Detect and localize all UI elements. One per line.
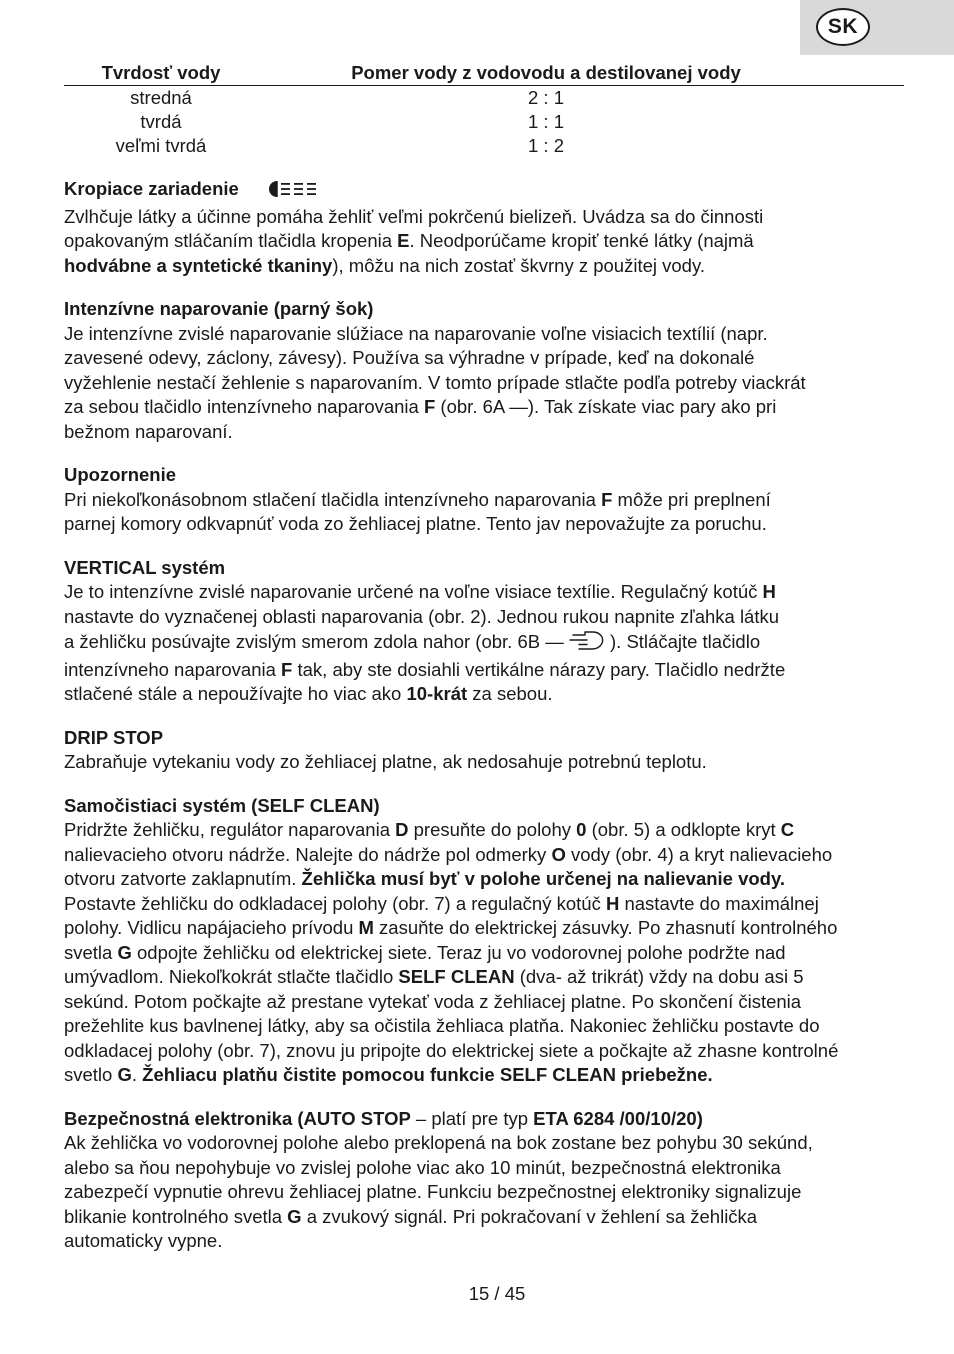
cell-ratio: 1 : 2 [528, 135, 564, 156]
section-drip-stop [64, 726, 909, 775]
header-hardness: Tvrdosť vody [101, 62, 221, 83]
cell-ratio: 2 : 1 [528, 87, 564, 108]
header-ratio: Pomer vody z vodovodu a destilovanej vody [351, 62, 741, 83]
section-title: DRIP STOP [64, 726, 164, 748]
section-warning [64, 463, 909, 537]
table-row [64, 110, 904, 134]
cell-hardness: tvrdá [140, 111, 182, 132]
section-steam-burst [64, 297, 909, 444]
section-auto-stop [64, 1107, 909, 1254]
section-title: Upozornenie [64, 464, 177, 485]
section-body: Je intenzívne zvislé naparovanie slúžiace na naparovanie voľne visiacich textílií (napr. zavesené odevy, záclony, závesy). Používa sa výhradne v prípade, keď na dokonalé vyžehlenie nestačí žehlenie s naparovaním. V tomto prípade stlačte podľa potreby viackrát za sebou tlačidlo intenzívneho naparovania F (obr. 6A —). Tak získate viac pary ako pri bežnom naparovaní. [64, 322, 806, 442]
section-title: Samočistiaci systém (SELF CLEAN) [64, 794, 380, 816]
section-body: Je to intenzívne zvislé naparovanie určené na voľne visiace textílie. Regulačný kotúč H nastavte do vyznačenej oblasti naparovania (obr. 2). Jednou rukou napnite zľahka látku a žehličku posúvajte zvislým smerom zdola nahor (obr. 6B — ). Stláčajte tlačidlo intenzívneho naparovania F tak, aby ste dosiahli vertikálne nárazy pary. Tlačidlo nedržte stlačené stále a nepoužívajte ho viac ako 10-krát za sebou. [64, 581, 786, 704]
page-number: 15 / 45 [468, 1283, 526, 1304]
section-spray [64, 177, 909, 278]
section-body: Pridržte žehličku, regulátor naparovania D presuňte do polohy 0 (obr. 5) a odklopte kryt C nalievacieho otvoru nádrže. Nalejte do nádrže pol odmerky O vody (obr. 4) a kryt nalievacieho otvoru zatvorte zaklapnutím. Žehlička musí byť v polohe určenej na nalievanie vody. Postavte žehličku do odkladacej polohy (obr. 7) a regulačný kotúč H nastavte do maximálnej polohy. Vidlicu napájacieho prívodu M zasuňte do elektrickej zásuvky. Po zhasnutí kontrolného svetla G odpojte žehličku od elektrickej siete. Teraz ju vo vodorovnej polohe podržte nad umývadlom. Niekoľkokrát stlačte tlačidlo SELF CLEAN (dva- až trikrát) vždy na dobu asi 5 sekúnd. Potom počkajte až prestane vytekať voda z žehliacej platne. Po skončení čistenia prežehlite kus bavlnenej látky, aby sa očistila žehliaca platňa. Nakoniec žehličku postavte do odkladacej polohy (obr. 7), znovu ju pripojte do elektrickej siete a počkajte až zhasne kontrolné svetlo G. Žehliacu platňu čistite pomocou funkcie SELF CLEAN priebežne. [64, 819, 839, 1085]
manual-content [64, 177, 909, 1273]
spray-icon [268, 180, 320, 205]
language-badge: SK [816, 8, 870, 46]
section-body: Zvlhčuje látky a účinne pomáha žehliť veľmi pokrčenú bielizeň. Uvádza sa do činnosti opakovaným stláčaním tlačidla kropenia E. Neodporúčame kropiť tenké látky (najmä hodvábne a syntetické tkaniny), môžu na nich zostať škvrny z použitej vody. [64, 205, 764, 276]
section-vertical [64, 556, 909, 707]
section-title: Intenzívne naparovanie (parný šok) [64, 298, 374, 319]
water-hardness-table [64, 60, 904, 158]
section-title: VERTICAL systém [64, 556, 226, 578]
cell-ratio: 1 : 1 [528, 111, 564, 132]
table-row [64, 86, 904, 110]
table-row [64, 134, 904, 158]
language-tab [800, 0, 954, 55]
section-body: Pri niekoľkonásobnom stlačení tlačidla intenzívneho naparovania F môže pri preplnení parnej komory odkvapnúť voda zo žehliacej platne. Tento jav nepovažujte za poruchu. [64, 488, 771, 534]
section-title: Kropiace zariadenie [64, 177, 909, 205]
section-title: Bezpečnostná elektronika (AUTO STOP – platí pre typ ETA 6284 /00/10/20) [64, 1107, 703, 1129]
table-header [64, 60, 904, 86]
section-body: Ak žehlička vo vodorovnej polohe alebo preklopená na bok zostane bez pohybu 30 sekúnd, alebo sa ňou nepohybuje vo zvislej polohe viac ako 10 minút, bezpečnostná elektronika zabezpečí vypnutie ohrevu žehliacej platne. Funkciu bezpečnostnej elektroniky signalizuje blikanie kontrolného svetla G a zvukový signál. Pri pokračovaní v žehlení sa žehlička automaticky vypne. [64, 1132, 813, 1251]
cell-hardness: stredná [130, 87, 192, 108]
section-self-clean [64, 794, 909, 1088]
hand-point-icon [569, 629, 605, 658]
section-body: Zabraňuje vytekaniu vody zo žehliacej platne, ak nedosahuje potrebnú teplotu. [64, 751, 707, 772]
cell-hardness: veľmi tvrdá [115, 135, 207, 156]
